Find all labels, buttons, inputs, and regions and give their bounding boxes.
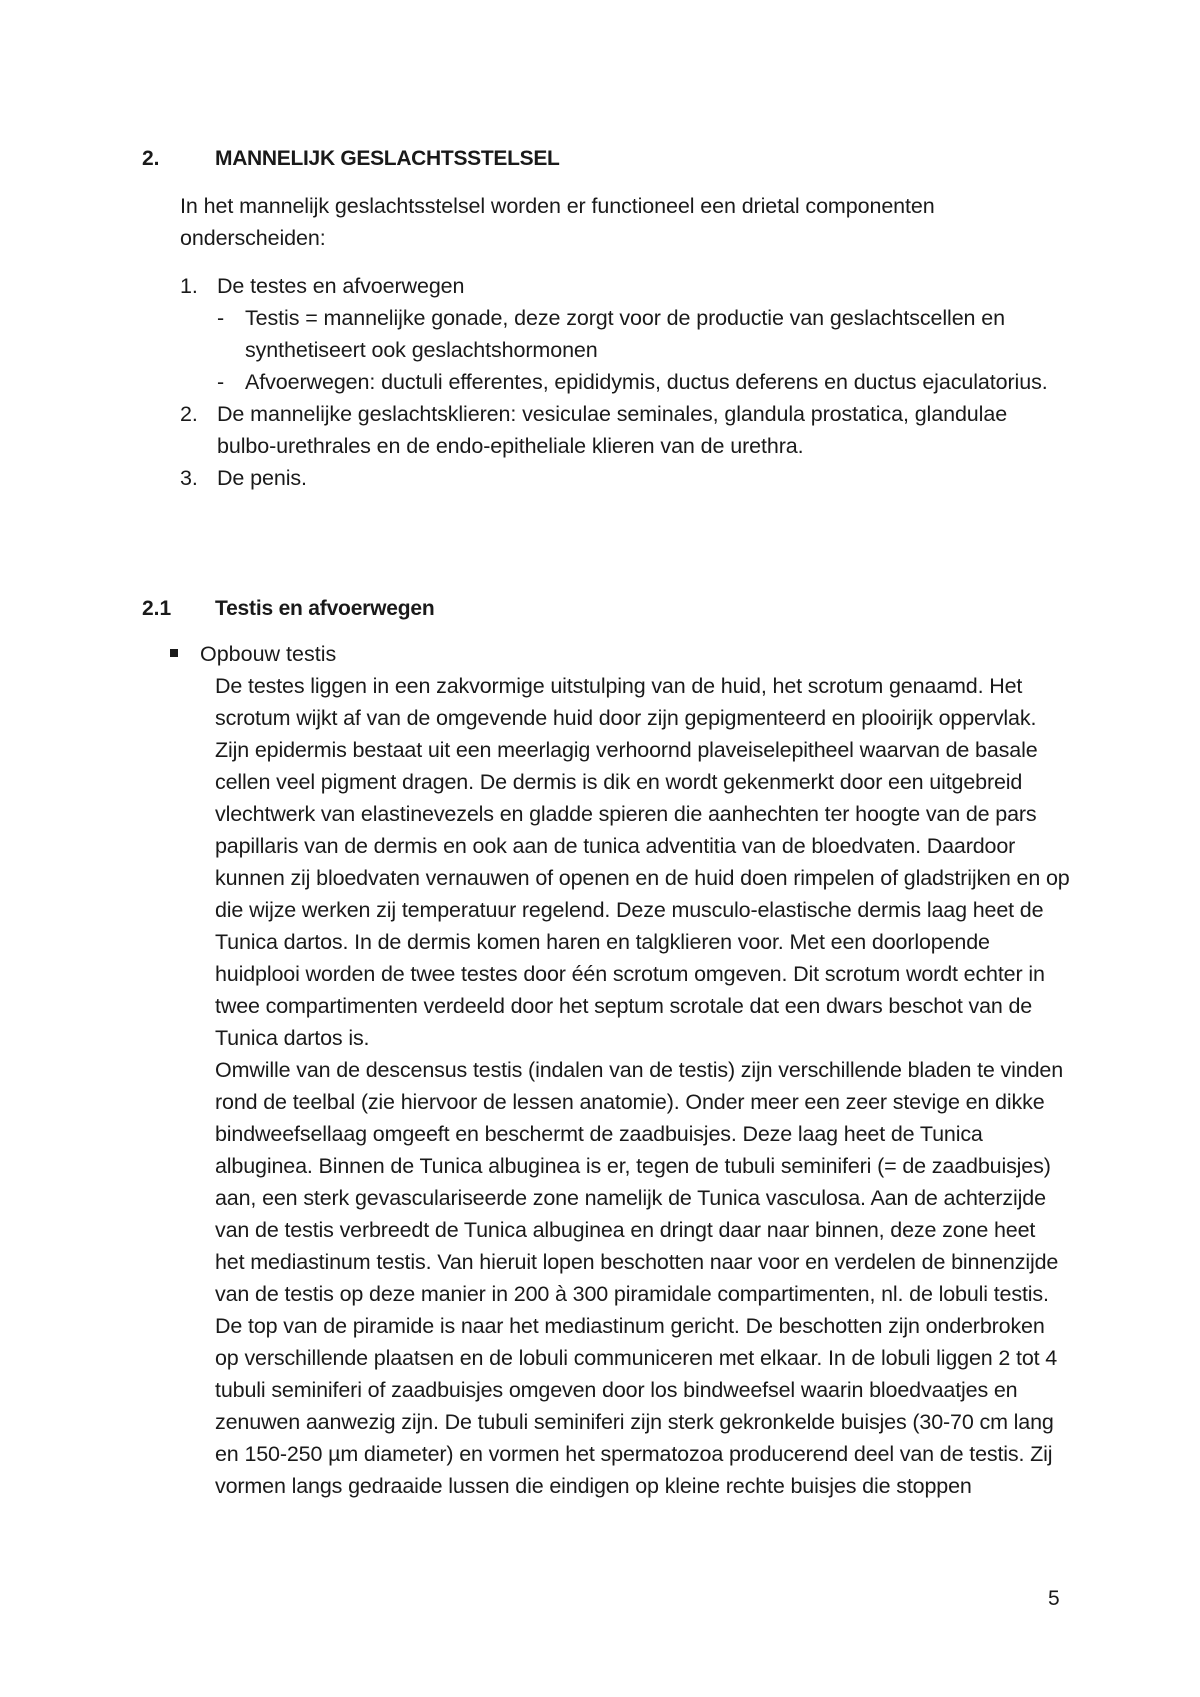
square-bullet-icon	[170, 649, 178, 657]
sub-list-item-text: Testis = mannelijke gonade, deze zorgt voor de productie van geslachtscellen en synthetiseert ook geslachtshormonen	[245, 306, 1006, 362]
dash-marker: -	[217, 370, 225, 394]
dash-marker: -	[217, 306, 225, 330]
sub-list-item	[217, 302, 1070, 366]
list-item	[180, 270, 1070, 398]
component-list	[180, 270, 1070, 494]
section-title: MANNELIJK GESLACHTSSTELSEL	[215, 147, 560, 170]
list-item	[180, 398, 1070, 462]
sub-list-item	[217, 366, 1070, 398]
list-item	[180, 462, 1070, 494]
list-item-text: De mannelijke geslachtsklieren: vesiculae seminales, glandula prostatica, glandulae bulbo-urethrales en de endo-epitheliale klieren van de urethra.	[217, 402, 1008, 458]
sub-list	[217, 302, 1070, 398]
page-number: 5	[1048, 1587, 1060, 1610]
list-number: 3.	[180, 466, 198, 490]
subsection-number: 2.1	[142, 597, 172, 620]
subsection-title: Testis en afvoerwegen	[215, 597, 435, 620]
paragraph: Omwille van de descensus testis (indalen van de testis) zijn verschillende bladen te vinden rond de teelbal (zie hiervoor de lessen anatomie). Onder meer een zeer stevige en dikke bindweefsellaag omgeeft en beschermt de zaadbuisjes. Deze laag heet de Tunica albuginea. Binnen de Tunica albuginea is er, tegen de tubuli seminiferi (= de zaadbuisjes) aan, een sterk gevasculariseerde zone namelijk de Tunica vasculosa. Aan de achterzijde van de testis verbreedt de Tunica albuginea en dringt daar naar binnen, deze zone heet het mediastinum testis. Van hieruit lopen beschotten naar voor en verdelen de binnenzijde van de testis op deze manier in 200 à 300 piramidale compartimenten, nl. de lobuli testis. De top van de piramide is naar het mediastinum gericht. De beschotten zijn onderbroken op verschillende plaatsen en de lobuli communiceren met elkaar. In de lobuli liggen 2 tot 4 tubuli seminiferi of zaadbuisjes omgeven door los bindweefsel waarin bloedvaatjes en zenuwen aanwezig zijn. De tubuli seminiferi zijn sterk gekronkelde buisjes (30-70 cm lang en 150-250 µm diameter) en vormen het spermatozoa producerend deel van de testis. Zij vormen langs gedraaide lussen die eindigen op kleine rechte buisjes die stoppen	[215, 1058, 1064, 1498]
paragraph: De testes liggen in een zakvormige uitstulping van de huid, het scrotum genaamd. Het scrotum wijkt af van de omgevende huid door zijn gepigmenteerd en plooirijk oppervlak. Zijn epidermis bestaat uit een meerlagig verhoornd plaveiselepitheel waarvan de basale cellen veel pigment dragen. De dermis is dik en wordt gekenmerkt door een uitgebreid vlechtwerk van elastinevezels en gladde spieren die aanhechten ter hoogte van de pars papillaris van de dermis en ook aan de tunica adventitia van de bloedvaten. Daardoor kunnen zij bloedvaten vernauwen of openen en de huid doen rimpelen of gladstrijken en op die wijze werken zij temperatuur regelend. Deze musculo-elastische dermis laag heet de Tunica dartos. In de dermis komen haren en talgklieren voor. Met een doorlopende huidplooi worden de twee testes door één scrotum omgeven. Dit scrotum wordt echter in twee compartimenten verdeeld door het septum scrotale dat een dwars beschot van de Tunica dartos is.	[215, 674, 1070, 1050]
list-number: 2.	[180, 402, 198, 426]
bullet-label: Opbouw testis	[200, 642, 337, 666]
list-item-text: De testes en afvoerwegen	[217, 274, 465, 298]
list-number: 1.	[180, 274, 198, 298]
body-text	[215, 670, 1070, 1502]
list-item-text: De penis.	[217, 466, 307, 490]
section-number: 2.	[142, 147, 160, 170]
sub-list-item-text: Afvoerwegen: ductuli efferentes, epididymis, ductus deferens en ductus ejaculatorius.	[245, 370, 1048, 394]
intro-paragraph: In het mannelijk geslachtsstelsel worden er functioneel een drietal componenten onderscheiden:	[180, 194, 935, 250]
